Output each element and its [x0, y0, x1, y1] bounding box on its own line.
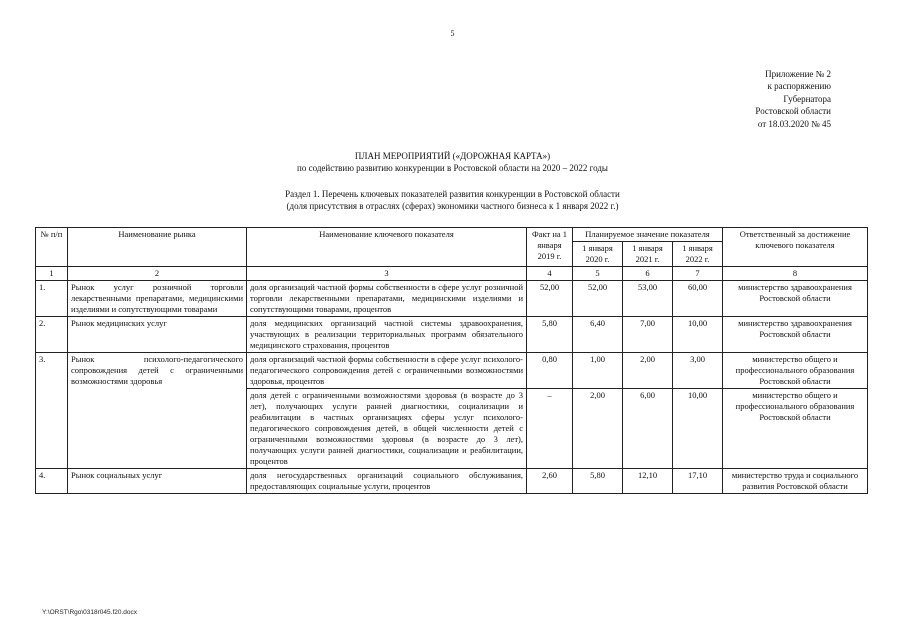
- row-fact: 0,80: [527, 353, 573, 389]
- row-market: Рынок услуг розничной торговли лекарственными препаратами, медицинскими изделиями и сопутствующими товарами: [68, 281, 247, 317]
- appendix-line: от 18.03.2020 № 45: [757, 118, 831, 129]
- header-planned: Планируемое значение показателя: [573, 228, 723, 242]
- row-2020: 2,00: [573, 389, 623, 469]
- row-num: 2.: [36, 317, 68, 353]
- column-number: 3: [247, 267, 527, 281]
- column-number: 5: [573, 267, 623, 281]
- row-fact: –: [527, 389, 573, 469]
- title-line: ПЛАН МЕРОПРИЯТИЙ («ДОРОЖНАЯ КАРТА»): [354, 151, 551, 161]
- column-number: 2: [68, 267, 247, 281]
- table-header-row: [36, 228, 868, 242]
- row-indicator: доля детей с ограниченными возможностями здоровья (в возрасте до 3 лет), получающих услуги ранней диагностики, социализации и реабилитации в частных организациях сферы услуг психолого-педагогического сопровождения детей, в общей численности детей с ограниченными возможностями здоровья (в возрасте до 3 лет), получающих услуги ранней диагностики, социализации и реабилитации, процентов: [247, 389, 527, 469]
- row-market: Рынок медицинских услуг: [68, 317, 247, 353]
- row-responsible: министерство здравоохранения Ростовской области: [723, 281, 868, 317]
- row-2020: 1,00: [573, 353, 623, 389]
- column-number: 1: [36, 267, 68, 281]
- column-number-row: [36, 267, 868, 281]
- row-indicator: доля организаций частной формы собственности в сфере услуг розничной торговли лекарственными препаратами, медицинскими изделиями и сопутствующими товарами, процентов: [247, 281, 527, 317]
- appendix-line: Приложение № 2: [765, 69, 831, 79]
- row-2020: 52,00: [573, 281, 623, 317]
- table-row: [36, 469, 868, 494]
- row-2022: 3,00: [673, 353, 723, 389]
- column-number: 8: [723, 267, 868, 281]
- row-2021: 2,00: [623, 353, 673, 389]
- row-responsible: министерство общего и профессионального образования Ростовской области: [723, 389, 868, 469]
- appendix-block: [755, 68, 831, 130]
- row-indicator: доля медицинских организаций частной системы здравоохранения, участвующих в реализации территориальных программ обязательного медицинского страхования, процентов: [247, 317, 527, 353]
- header-2020: 1 января 2020 г.: [573, 242, 623, 267]
- row-fact: 52,00: [527, 281, 573, 317]
- row-2022: 10,00: [673, 317, 723, 353]
- header-indicator: Наименование ключевого показателя: [247, 228, 527, 267]
- header-num: № п/п: [36, 228, 68, 267]
- row-market: Рынок психолого-педагогического сопровождения детей с ограниченными возможностями здоровья: [68, 353, 247, 469]
- column-number: 4: [527, 267, 573, 281]
- appendix-line: к распоряжению: [767, 81, 831, 92]
- column-number: 6: [623, 267, 673, 281]
- row-indicator: доля негосударственных организаций социального обслуживания, предоставляющих социальные услуги, процентов: [247, 469, 527, 494]
- row-2022: 60,00: [673, 281, 723, 317]
- file-path-footer: Y:\ORST\Rgo\0318r045.f20.docx: [42, 609, 138, 616]
- row-2021: 12,10: [623, 469, 673, 494]
- row-num: 4.: [36, 469, 68, 494]
- row-2021: 53,00: [623, 281, 673, 317]
- indicators-table: [35, 227, 868, 494]
- row-responsible: министерство общего и профессионального образования Ростовской области: [723, 353, 868, 389]
- row-2020: 5,80: [573, 469, 623, 494]
- table-row: [36, 317, 868, 353]
- header-market: Наименование рынка: [68, 228, 247, 267]
- row-fact: 2,60: [527, 469, 573, 494]
- page-number: 5: [450, 29, 455, 38]
- section-subtitle: (доля присутствия в отраслях (сферах) экономики частного бизнеса к 1 января 2022 г.): [286, 200, 619, 211]
- document-title: [0, 151, 905, 174]
- row-2021: 6,00: [623, 389, 673, 469]
- row-fact: 5,80: [527, 317, 573, 353]
- subtitle-line: по содействию развитию конкуренции в Ростовской области на 2020 – 2022 годы: [297, 162, 608, 173]
- appendix-line: Губернатора: [783, 93, 831, 104]
- row-num: 3.: [36, 353, 68, 469]
- row-2022: 17,10: [673, 469, 723, 494]
- row-num: 1.: [36, 281, 68, 317]
- header-2022: 1 января 2022 г.: [673, 242, 723, 267]
- section-title: Раздел 1. Перечень ключевых показателей развития конкуренции в Ростовской области: [285, 189, 620, 199]
- row-2021: 7,00: [623, 317, 673, 353]
- row-responsible: министерство здравоохранения Ростовской области: [723, 317, 868, 353]
- header-responsible: Ответственный за достижение ключевого показателя: [723, 228, 868, 267]
- column-number: 7: [673, 267, 723, 281]
- table-row: [36, 281, 868, 317]
- table-row: [36, 353, 868, 389]
- row-2022: 10,00: [673, 389, 723, 469]
- row-market: Рынок социальных услуг: [68, 469, 247, 494]
- row-responsible: министерство труда и социального развития Ростовской области: [723, 469, 868, 494]
- section-heading: [0, 189, 905, 212]
- appendix-line: Ростовской области: [755, 106, 831, 117]
- header-fact: Факт на 1 января 2019 г.: [527, 228, 573, 267]
- row-2020: 6,40: [573, 317, 623, 353]
- row-indicator: доля организаций частной формы собственности в сфере услуг психолого-педагогического сопровождения детей с ограниченными возможностями здоровья, процентов: [247, 353, 527, 389]
- header-2021: 1 января 2021 г.: [623, 242, 673, 267]
